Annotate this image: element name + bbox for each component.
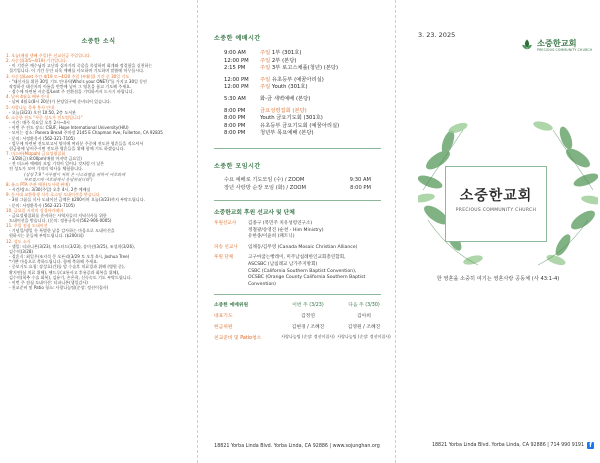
worship-title: 소중한 예배시간 (214, 35, 261, 42)
news-heading: 1. 오늘(매월 넷째 주일)은 선교헌금 주일입니다. (6, 53, 92, 58)
servers-title: 소중한 예배위원 (214, 303, 249, 309)
worship-row: 8:00 PM Youth 금요기도회 (301호) (224, 115, 323, 122)
news-line: - 문의: 서정환목사 (562-321-7105) (9, 202, 75, 208)
news-line: *기쁜 마음으로 축하드립니다. 함께 축하해 주세요. (9, 259, 99, 265)
support-row: 후원 단체 고구마굽는빵레이, 미주남침례한인교회총연합회, ASCSBC (남침례교 남가주지방회) CSBC (California Southern Baptist Convention), OCSBC (Orange County California Southern Baptist Convention) (214, 255, 366, 287)
news-line: - 중보기도 요청: 장성호(간)를 암 수술후 치료경과 위해 (병원 중), (9, 264, 125, 270)
news-line: - 이번 주 점심 도네이션: 티파니본(생일감사) (9, 279, 88, 285)
study-list (206, 176, 389, 192)
worship-row: 12:00 PM 주일 유초등부 (예꿈아리실) (224, 76, 324, 83)
news-line: (삼상 7:9 "사무엘이 저희 온 이스라엘을 위하여 여호와께 (24, 171, 126, 177)
news-line: 김수미(3/28) (9, 248, 33, 254)
footer-address: 18821 Yorba Linda Blvd. Yorba Linda, CA 92886 | www.sojunghan.org (214, 444, 380, 449)
news-line: - 생일: 티파니본(3/23), 엑스터드(3/23), 송미선(3/25), 조성희(3/26), (9, 243, 135, 249)
study-row: 수요 예배로 기도모임 (수) / ZOOM 9:30 AM (224, 176, 371, 183)
news-title: 소중한 소식 (81, 38, 116, 45)
news-heading: 2. 사순절(3/5~4/19) 기간입니다. (6, 58, 68, 64)
news-line: - 금요성령집회를 준비하는 사역자들의 저녁식사를 위한 (9, 212, 107, 218)
news-line: - 친교준비 및 Patio 청소: 사랑나눔팀(순장: 정선이집사) (9, 285, 109, 291)
news-line: - 시간/장소: 3/30(주일) 오후 4시, 2층 예배실 (9, 187, 91, 193)
cover-panel (396, 0, 600, 463)
news-line: - 3월 그룹들 식사 도네이션 금액은 $200이며 오늘(3/23)까지 부탁드립니다. (9, 197, 145, 203)
news-heading: 6. 소중한 전도 "꾸준 성도가 전도팀입니다" (6, 114, 83, 120)
worship-row-dawn: 5:30 AM 화-금 새벽예배 (본당) (224, 95, 311, 102)
worship-row: 9:00 AM 주일 1부 (301호) (224, 50, 302, 56)
support-list (206, 221, 389, 288)
news-line: - 시간: 매주 목요일 오후 2시~4시 (9, 120, 70, 126)
servers-row: 대표기도 김정연 김아희 (214, 314, 371, 320)
worship-row: 8:00 PM 유초등부 금요기도회 (예꿈아리실) (224, 122, 340, 129)
divider (214, 200, 381, 201)
logo-english-name: PRECIOUS COMMUNITY CHURCH (537, 47, 593, 52)
news-line: 작정하신 태신자의 이름을 빈칸에 넣어 그 영혼을 품고 기도해 주세요. (9, 83, 132, 89)
news-line: - 모이는 장소: Panera Bread 주차장 2145 E Chapman Ave, Fullerton, CA 92835 (9, 130, 163, 136)
news-line: - 기념일/생일 등 특별한 날을 감사하는 마음으로 도네이션을 (9, 228, 115, 234)
divider (214, 294, 381, 295)
news-line: 부르짖으매 여호와께서 응답하셨더라") (24, 176, 93, 182)
worship-row: 12:00 PM 주일 2부 (본당) (224, 57, 297, 64)
news-line: - 업무에 마련된 전도보고서 양식에 여러분 주중에 전도한 영혼들을 적으셔서 (9, 140, 144, 146)
news-heading: 10. 금요일 시작의 성경아카데미 (6, 207, 64, 213)
servers-col-next-week: 다음 주 (3/30) (348, 303, 380, 309)
support-row: 후원선교사 김종구 (복민주 치유성령연구소) 정철광/송영진 (순천 - Him Ministry) 유한종/이윤희 (패트닉) (214, 220, 324, 240)
study-row: 장년 사랑방 순장 모임 (화) / ZOOM 8:00 PM (224, 184, 371, 191)
news-line: 김수미(척추 수술 회복), 김유기, 손은희, 신숙숙도 기도 부탁드립니다. (9, 274, 132, 280)
news-line: - 결혼식: 최일우/조지석 몽 오픈리(3/29 토 오후 4시, Joshua Tree) (9, 254, 130, 260)
servers-row: 친교준비 및 Patio청소 사랑나눔팀 (순장: 정선이집사) 사랑나눔팀 (순장: 정선이집사) (214, 334, 391, 342)
servers-header-row (214, 299, 392, 310)
cover-footer-address: 18821 Yorba Linda Blvd. Yorba Linda, CA 92886 | 714 990 9191 (431, 443, 584, 448)
news-heading: 5. 사랑나눔 목욕 봉사 안내 (6, 104, 55, 110)
worship-row: 12:00 PM 주일 Youth (301호) (224, 84, 308, 91)
news-heading: 8. 유스 PTA 주관 애찬(도시락 판매) (6, 181, 70, 187)
news-line: - "태신자를 위한 30일 기도 안내서(Who's your ONE?)"를 가지고 30일 동안 (9, 78, 148, 84)
study-title: 소중한 모임시간 (214, 162, 261, 170)
news-panel (0, 0, 198, 463)
support-row: 파송 선교사 임채동/김무영 (Canada Mosaic Christian Alliance) (214, 244, 358, 250)
news-heading: 12. 성도 소식 (6, 238, 31, 244)
news-line: - 접수에 마련된 사순절/Lent 주 전환점을 기억하셔서 드시기 바랍니다. (9, 89, 134, 95)
news-heading: 9. 동서대 교환학생 식사 호스팅 도네이션을 받습니다 (6, 192, 100, 198)
church-vision-verse: 한 영혼을 소중히 여기는 영혼사랑 공동체 (사 43:1-4) (436, 276, 560, 282)
bulletin-date: 3. 23. 2025 (418, 31, 456, 39)
news-line: - 이번 주 전도 장소: CSUF, Hope International University(HIU) (9, 125, 129, 131)
worship-list (206, 50, 389, 138)
worship-row: 8:00 PM 청년부 목요예배 (본당) (224, 130, 314, 137)
leaf-logo-icon (520, 38, 534, 52)
servers-col-this-week: 이번 주 (3/23) (292, 303, 324, 309)
news-line: 도네이션을 받습니다. (문의: 정흥규목사(562-906-0005) (9, 218, 112, 223)
news-line: 원하시는 분들께 부탁드립니다. ($200/회) (9, 233, 84, 239)
church-logo (520, 38, 592, 52)
news-heading: 11. 주일 점심 도네이션 (6, 223, 48, 229)
news-line: - 오늘(3/23) 오전 10:50, 2층 도서관 (9, 109, 76, 115)
news-heading: 3. 사순절/Lent 주간 4/19 토~4/20 주일 (부활절) 기간 중 30일 기도 (6, 73, 130, 79)
cover-footer (404, 442, 594, 449)
cover-church-english: PRECIOUS COMMUNITY CHURCH (455, 208, 537, 213)
divider (214, 148, 381, 149)
news-line: 헌금함에 넣어주시면 전도한 영혼들을 위해 함께 기도 하겠습니다. (9, 145, 125, 151)
cover-church-name: 소중한교회 (459, 188, 533, 204)
news-line: - 이 기간은 예수님의 고난과 십자가의 죽음을 묵상하며 회개와 정결함을 실천하는 (9, 63, 153, 69)
news-line: - 3/28(금) 8:00pm(매월 마지막 금요일) (9, 156, 82, 162)
news-line: - 전 미스바 예배의 모임 기적이 일어나 것처럼 이 날은 (9, 161, 105, 167)
schedule-panel (198, 0, 396, 463)
news-heading: 4. 날씨 4월호 배부 안내 (6, 94, 49, 100)
cover-title-box (445, 166, 547, 242)
worship-row: 8:00 PM 금요성령집회 (본당) (224, 107, 307, 114)
servers-row: 헌금위원 김현경 / 조혜진 김영원 / 조혜진 (214, 325, 381, 331)
news-line: 황지연(심 치료 위해), 팬드루(교통사고 후유증과 회복을 위해), (9, 269, 120, 275)
news-list (6, 53, 191, 290)
news-line: - 날씨 4월호(8시 20분)가 본당입구에 준비되어 있습니다. (9, 99, 112, 105)
logo-korean-name: 소중한교회 (537, 37, 577, 48)
news-line: - 문의: 서정환목사 (562-321-7105) (9, 135, 75, 141)
news-line: 절기입니다. 이 기간 동안 더욱 예배를 사모하며 기도하며 말씀에 머무릅시다. (9, 68, 145, 74)
facebook-icon[interactable]: f (587, 442, 594, 449)
servers-table (214, 299, 392, 343)
news-heading: 7. 미스바(Mizpah) 금요성령집회 (6, 150, 66, 156)
news-line: 전 성도가 모여 기적의 역사를 체험합니다. (9, 166, 84, 172)
worship-row: 2:15 PM 주일 3부 로고스채플(청년) (본당) (224, 65, 339, 72)
support-title: 소중한교회 후원 선교사 및 단체 (214, 209, 295, 216)
